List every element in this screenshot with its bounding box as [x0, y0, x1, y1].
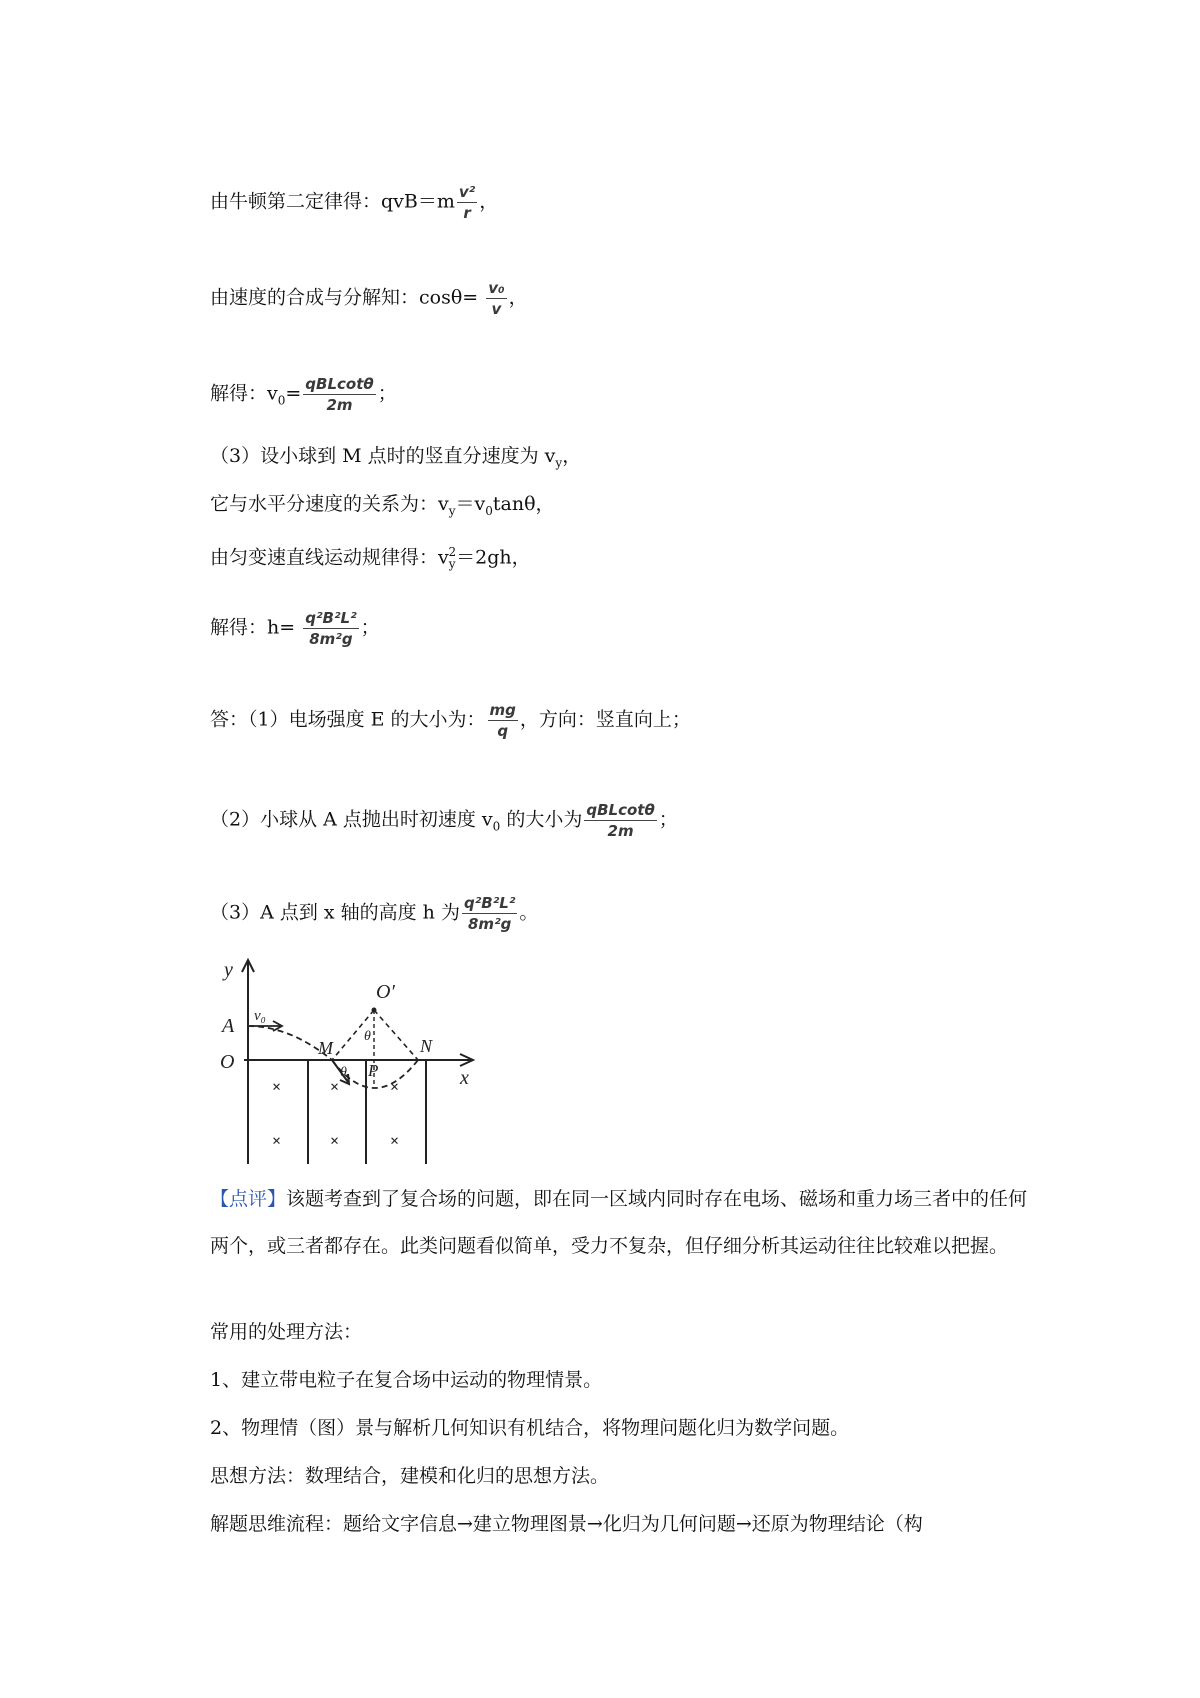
radius-line	[374, 1010, 418, 1060]
physics-diagram	[210, 956, 490, 1168]
thought-method: 思想方法：数理结合，建模和化归的思想方法。	[210, 1465, 610, 1487]
cos-equation: 由速度的合成与分解知：cosθ= $\frac{\text{v₀}}{v}$ ，	[210, 279, 528, 318]
answer-1: 答：（1）电场强度 E 的大小为： $\frac{mg}{q}$ ，方向：竖直向上；	[210, 701, 691, 740]
velocity-relation: 它与水平分速度的关系为：$v_y=v_0\tan\theta$，	[210, 493, 555, 518]
method-item-2: 2、物理情（图）景与解析几何知识有机结合，将物理问题化归为数学问题。	[210, 1417, 850, 1439]
p-label: P	[368, 1061, 379, 1080]
fraction: $\frac{\text{q²B²L²}}{\text{8m²g}}$	[463, 894, 516, 933]
y-label: y	[224, 959, 233, 981]
field-mark: ×	[330, 1133, 340, 1150]
fraction: $\frac{\text{v²}}{r}$	[458, 183, 476, 222]
theta-label: θ	[340, 1065, 347, 1080]
fraction: $\frac{mg}{q}$	[489, 701, 516, 740]
field-mark: ×	[272, 1133, 282, 1150]
v0-label: v₀	[254, 1008, 266, 1024]
h-solution: 解得：h= $\frac{\text{q²B²L²}}{\text{8m²g}}$ ；	[210, 609, 380, 648]
fraction: $\frac{\text{q²B²L²}}{\text{8m²g}}$	[305, 609, 357, 648]
thinking-flow: 解题思维流程：题给文字信息→建立物理图景→化归为几何问题→还原为物理结论（构	[210, 1513, 923, 1535]
v0-solution: 解得：$v_0=$ $\frac{\text{qBLcotθ}}{2m}$ ；	[210, 375, 397, 414]
part3-heading: （3）设小球到 M 点时的竖直分速度为 $v_y$，	[210, 445, 582, 470]
methods-title: 常用的处理方法：	[210, 1321, 363, 1343]
field-mark: ×	[330, 1079, 340, 1096]
a-label: A	[222, 1015, 235, 1037]
n-label: N	[420, 1036, 433, 1056]
x-label: x	[460, 1067, 469, 1089]
comment-text: 该题考查到了复合场的问题，即在同一区域内同时存在电场、磁场和重力场三者中的任何两个，或三者都存在。此类问题看似简单，受力不复杂，但仔细分析其运动往往比较难以把握。	[210, 1188, 1028, 1257]
o-label: O	[220, 1051, 235, 1073]
uniform-motion: 由匀变速直线运动规律得：$v_y^2=2gh$，	[210, 545, 531, 572]
fraction: $\frac{\text{qBLcotθ}}{2m}$	[586, 801, 655, 840]
m-label: M	[318, 1038, 333, 1058]
field-mark: ×	[390, 1133, 400, 1150]
answer-2: （2）小球从 A 点抛出时初速度 $v_0$ 的大小为 $\frac{\text{qBLcotθ}}{2m}$ ；	[210, 801, 678, 840]
comment-paragraph	[210, 1176, 1030, 1270]
field-mark: ×	[390, 1079, 400, 1096]
center-point	[372, 1008, 376, 1012]
o-prime-label: O′	[376, 981, 395, 1003]
answer-3: （3）A 点到 x 轴的高度 h 为 $\frac{\text{q²B²L²}}{\text{8m²g}}$ 。	[210, 894, 539, 933]
theta-label: θ	[364, 1029, 371, 1044]
field-mark: ×	[272, 1079, 282, 1096]
fraction: $\frac{\text{qBLcotθ}}{2m}$	[305, 375, 374, 414]
method-item-1: 1、建立带电粒子在复合场中运动的物理情景。	[210, 1369, 603, 1391]
comment-tag: 【点评】	[210, 1188, 287, 1210]
newton-equation: 由牛顿第二定律得：qvB＝m $\frac{\text{v²}}{r}$ ，	[210, 183, 499, 222]
fraction: $\frac{\text{v₀}}{v}$	[488, 279, 505, 318]
